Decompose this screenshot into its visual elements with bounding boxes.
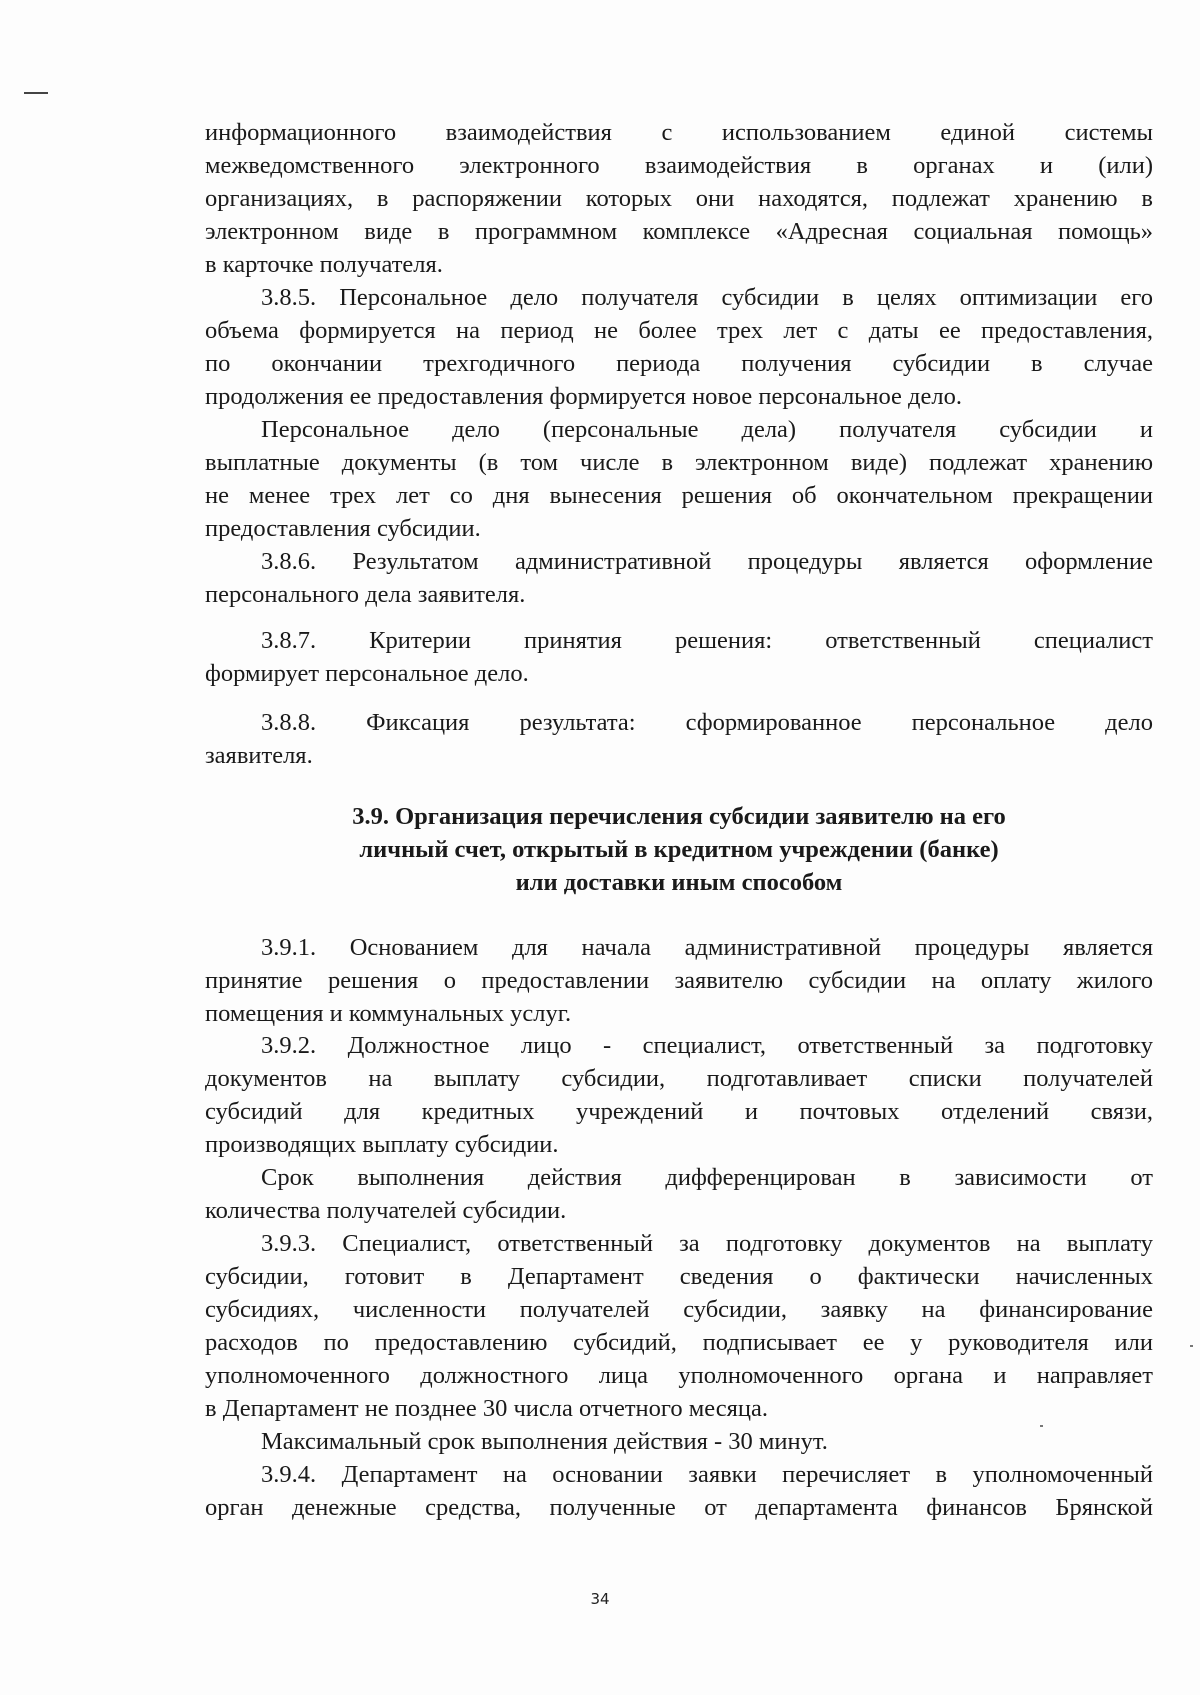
text-line: формирует персональное дело.: [205, 660, 529, 687]
text-line: субсидий для кредитных учреждений и почтовых отделений связи,: [205, 1098, 1153, 1125]
paragraph-3-8-8: [205, 706, 1153, 772]
paragraph-3-8-7: [205, 624, 1153, 690]
text-line: 3.9.3. Специалист, ответственный за подготовку документов на выплату: [261, 1230, 1153, 1257]
paragraph-3-9-3: [205, 1227, 1153, 1425]
text-line: уполномоченного должностного лица уполномоченного органа и направляет: [205, 1362, 1153, 1389]
text-line: персонального дела заявителя.: [205, 581, 526, 608]
paragraph-3-8-6: [205, 545, 1153, 611]
text-line: в карточке получателя.: [205, 251, 443, 278]
text-line: информационного взаимодействия с использованием единой системы: [205, 119, 1153, 146]
paragraph-3-9-1: [205, 931, 1153, 1030]
text-line: 3.8.8. Фиксация результата: сформированное персональное дело: [261, 709, 1153, 736]
heading-line: или доставки иным способом: [515, 869, 843, 896]
paragraph-max-duration: [205, 1425, 1153, 1458]
page-number: 34: [590, 1590, 610, 1608]
text-line: документов на выплату субсидии, подготавливает списки получателей: [205, 1065, 1153, 1092]
text-line: организациях, в распоряжении которых они находятся, подлежат хранению в: [205, 185, 1153, 212]
text-line: электронном виде в программном комплексе «Адресная социальная помощь»: [205, 218, 1153, 245]
text-line: выплатные документы (в том числе в электронном виде) подлежат хранению: [205, 449, 1153, 476]
text-line: субсидиях, численности получателей субсидии, заявку на финансирование: [205, 1296, 1153, 1323]
scan-artifact-mark: [24, 92, 48, 94]
text-line: продолжения ее предоставления формируется новое персональное дело.: [205, 383, 962, 410]
text-line: объема формируется на период не более трех лет с даты ее предоставления,: [205, 317, 1153, 344]
text-line: 3.8.7. Критерии принятия решения: ответственный специалист: [261, 627, 1153, 654]
text-line: помещения и коммунальных услуг.: [205, 1000, 572, 1027]
text-line: 3.9.1. Основанием для начала административной процедуры является: [261, 934, 1153, 961]
text-line: межведомственного электронного взаимодействия в органах и (или): [205, 152, 1153, 179]
section-heading-3-9: [205, 800, 1153, 899]
text-line: не менее трех лет со дня вынесения решения об окончательном прекращении: [205, 482, 1153, 509]
text-line: Максимальный срок выполнения действия - 30 минут.: [261, 1428, 828, 1455]
text-line: субсидии, готовит в Департамент сведения о фактически начисленных: [205, 1263, 1153, 1290]
paragraph-3-9-2: [205, 1029, 1153, 1161]
text-line: количества получателей субсидии.: [205, 1197, 567, 1224]
text-line: расходов по предоставлению субсидий, подписывает ее у руководителя или: [205, 1329, 1153, 1356]
paragraph-time-frame: [205, 1161, 1153, 1227]
text-line: Персональное дело (персональные дела) получателя субсидии и: [261, 416, 1153, 443]
paragraph-continuation: [205, 116, 1153, 281]
text-line: производящих выплату субсидии.: [205, 1131, 559, 1158]
paragraph-3-8-5: [205, 281, 1153, 413]
text-line: предоставления субсидии.: [205, 515, 481, 542]
text-line: по окончании трехгодичного периода получения субсидии в случае: [205, 350, 1153, 377]
text-line: 3.9.2. Должностное лицо - специалист, ответственный за подготовку: [261, 1032, 1153, 1059]
text-line: Срок выполнения действия дифференцирован в зависимости от: [261, 1164, 1153, 1191]
heading-line: личный счет, открытый в кредитном учреждении (банке): [359, 836, 999, 863]
text-line: заявителя.: [205, 742, 313, 769]
text-line: в Департамент не позднее 30 числа отчетного месяца.: [205, 1395, 768, 1422]
scan-artifact-dot: [1190, 1345, 1193, 1347]
heading-line: 3.9. Организация перечисления субсидии заявителю на его: [352, 803, 1006, 830]
text-line: 3.8.6. Результатом административной процедуры является оформление: [261, 548, 1153, 575]
paragraph-3-9-4: [205, 1458, 1153, 1524]
text-line: 3.9.4. Департамент на основании заявки перечисляет в уполномоченный: [261, 1461, 1153, 1488]
text-line: орган денежные средства, полученные от департамента финансов Брянской: [205, 1494, 1153, 1521]
paragraph-personal-file-storage: [205, 413, 1153, 545]
text-line: 3.8.5. Персональное дело получателя субсидии в целях оптимизации его: [261, 284, 1153, 311]
text-line: принятие решения о предоставлении заявителю субсидии на оплату жилого: [205, 967, 1153, 994]
